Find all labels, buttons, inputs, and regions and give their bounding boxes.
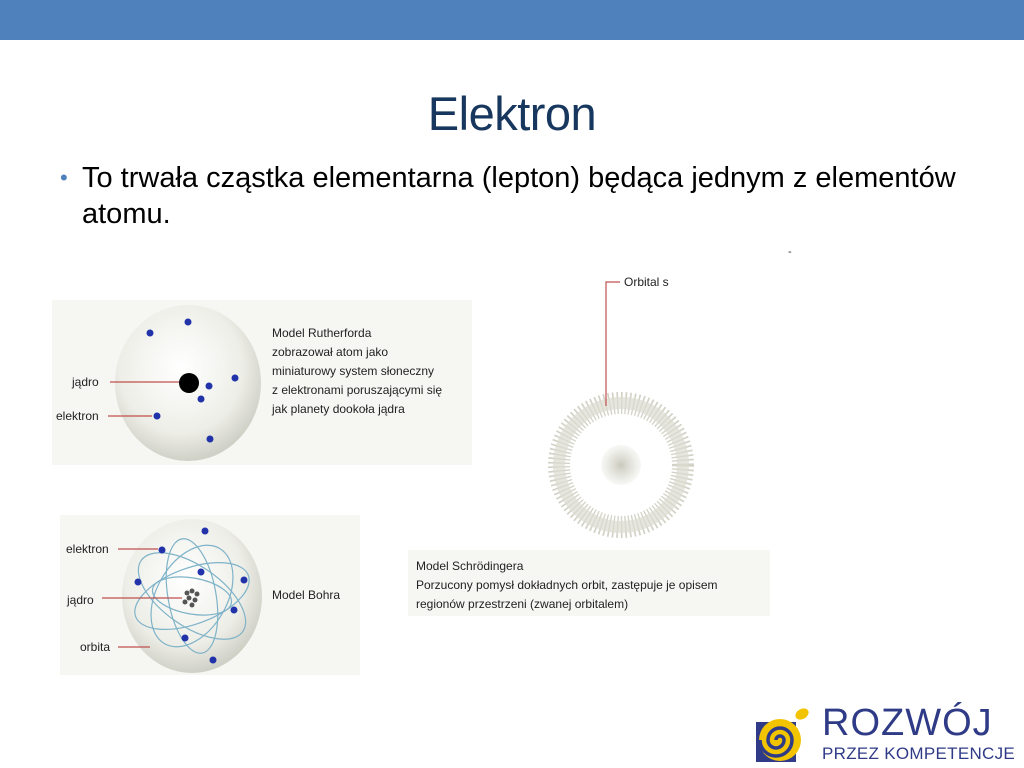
rutherford-electron: [185, 319, 192, 326]
schrodinger-description-line: Model Schrödingera: [416, 559, 524, 573]
rutherford-description-line: Model Rutherforda: [272, 326, 372, 340]
rutherford-electron: [198, 396, 205, 403]
bohr-orbit-label: orbita: [80, 640, 111, 654]
logo-subtitle: PRZEZ KOMPETENCJE: [822, 744, 1016, 763]
rutherford-nucleus-label: jądro: [72, 375, 99, 389]
bohr-electron: [241, 577, 248, 584]
rutherford-nucleus: [179, 373, 199, 393]
rutherford-description-line: jak planety dookoła jądra: [272, 402, 405, 416]
orbital-s-label: Orbital s: [624, 275, 669, 289]
rutherford-description-line: miniaturowy system słoneczny: [272, 364, 435, 378]
rutherford-electron-label: elektron: [56, 409, 99, 423]
schrodinger-description-line: Porzucony pomysł dokładnych orbit, zastępuje je opisem: [416, 578, 718, 592]
bullet-dot-icon: •: [60, 165, 68, 190]
rutherford-electron: [147, 330, 154, 337]
logo-wordmark: ROZWÓJ: [822, 702, 993, 744]
stray-mark: -: [788, 246, 792, 258]
bohr-electron: [198, 569, 205, 576]
rutherford-electron: [207, 436, 214, 443]
bohr-electron: [202, 528, 209, 535]
bohr-electron: [159, 547, 166, 554]
spiral-logo-icon: [750, 700, 820, 768]
rutherford-description-line: z elektronami poruszającymi się: [272, 383, 443, 397]
bohr-electron-label: elektron: [66, 542, 109, 556]
bohr-electron: [182, 635, 189, 642]
rutherford-model: [52, 300, 472, 465]
bohr-nucleus-label: jądro: [67, 593, 94, 607]
bohr-electron: [135, 579, 142, 586]
bohr-model-name: Model Bohra: [272, 588, 341, 602]
slide-title: Elektron: [427, 87, 597, 140]
orbital-pointer-line: [606, 282, 620, 406]
schrodinger-description-line: regionów przestrzeni (zwanej orbitalem): [416, 597, 629, 611]
bohr-electron: [231, 607, 238, 614]
bohr-electron: [210, 657, 217, 664]
rozwoj-logo: [750, 700, 1024, 768]
rutherford-description-line: zobrazował atom jako: [272, 345, 389, 359]
rutherford-electron: [206, 383, 213, 390]
bullet-text: To trwała cząstka elementarna (lepton) będąca jednym z elementów atomu.: [82, 162, 956, 230]
rutherford-electron: [232, 375, 239, 382]
bohr-model: [60, 515, 360, 675]
rutherford-electron: [154, 413, 161, 420]
orbital-inner-cloud: [601, 445, 641, 485]
